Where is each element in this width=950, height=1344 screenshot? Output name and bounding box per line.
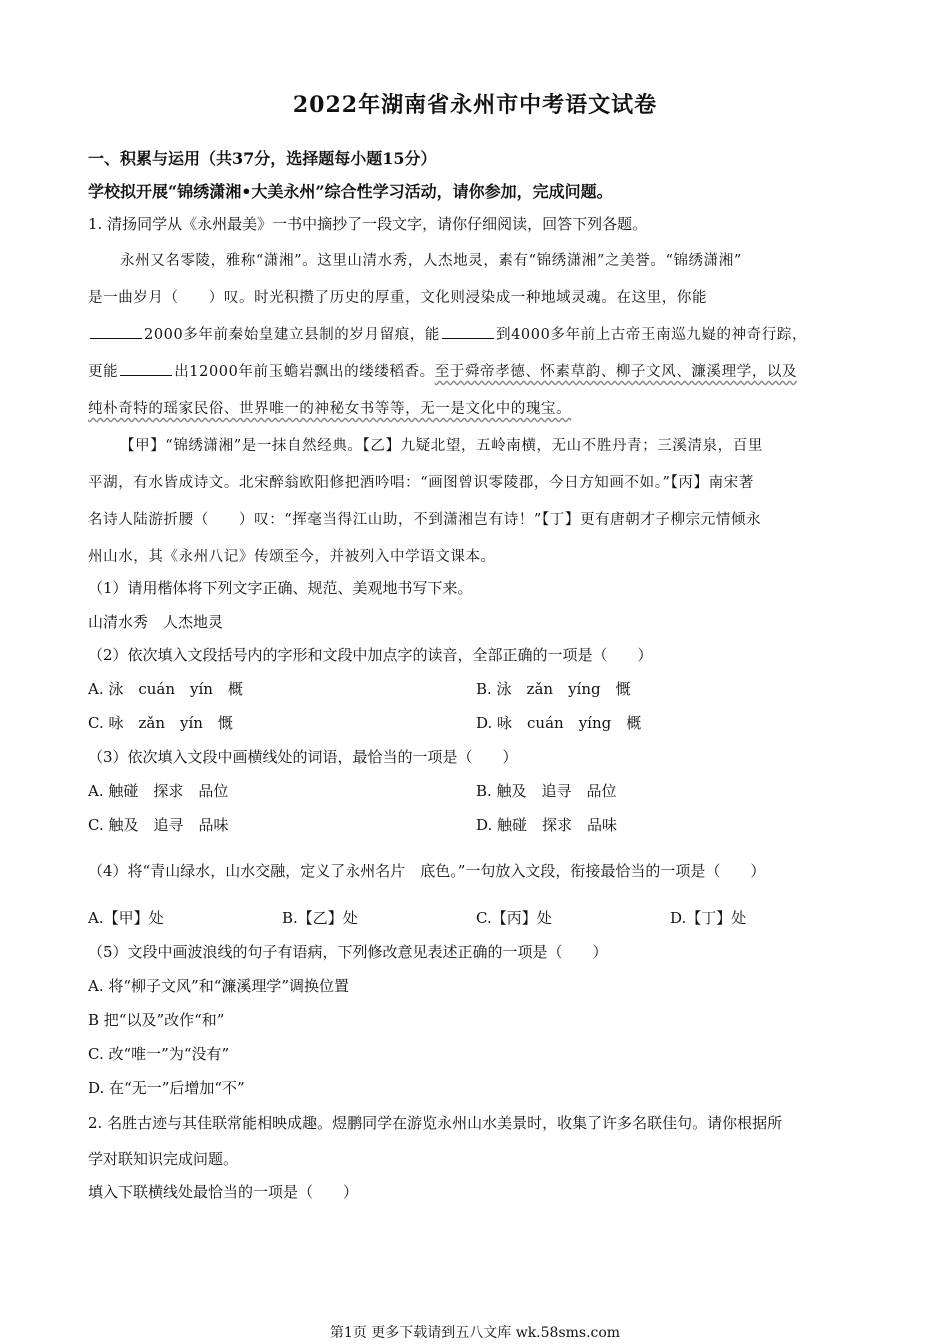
- option-c: C. 改“唯一”为“没有”: [88, 1045, 230, 1063]
- sub-question-2: （2）依次填入文段括号内的字形和文段中加点字的读音，全部正确的一项是（ ）: [88, 646, 653, 664]
- passage-line: 更能 出12000年前玉蟾岩飘出的缕缕稻香。至于舜帝孝德、怀素草韵、柳子文风、濂溪理学，以及: [88, 360, 797, 381]
- wavy-underlined-sentence: 至于舜帝孝德、怀素草韵、柳子文风、濂溪理学，以及: [434, 364, 798, 380]
- sub-question-3: （3）依次填入文段中画横线处的词语，最恰当的一项是（ ）: [88, 748, 518, 766]
- sub-question-5: （5）文段中画波浪线的句子有语病，下列修改意见表述正确的一项是（ ）: [88, 943, 608, 961]
- calligraphy-text: 山清水秀 人杰地灵: [88, 613, 224, 631]
- page-footer: 第1页 更多下载请到五八文库 wk.58sms.com: [329, 1325, 621, 1341]
- blank-line: [442, 324, 494, 339]
- passage-line: 是一曲岁月（ ）叹。时光积攒了历史的厚重，文化则浸染成一种地域灵魂。在这里，你能: [88, 290, 708, 306]
- question-2-intro: 2. 名胜古迹与其佳联常能相映成趣。煜鹏同学在游览永州山水美景时，收集了许多名联佳句。请你根据所: [88, 1114, 783, 1132]
- option-c: C. 触及 追寻 品味: [88, 816, 229, 834]
- blank-line: [90, 324, 142, 339]
- question-2-prompt: 填入下联横线处最恰当的一项是（ ）: [88, 1183, 359, 1201]
- option-a: A. 触碰 探求 品位: [88, 782, 229, 800]
- page-title: 2022年湖南省永州市中考语文试卷: [292, 92, 658, 118]
- passage-line: 永州又名零陵，雅称“潇湘”。这里山清水秀，人杰地灵，素有“锦绣潇湘”之美誉。“锦绣潇湘”: [120, 253, 742, 269]
- passage-line: 州山水，其《永州八记》传颂至今，并被列入中学语文课本。: [88, 549, 496, 565]
- passage-line: 名诗人陆游折腰（ ）叹：“挥毫当得江山助，不到潇湘岂有诗！”【丁】更有唐朝才子柳宗元情倾永: [88, 512, 762, 528]
- option-d: D. 触碰 探求 品味: [476, 816, 618, 834]
- section-heading: 一、积累与运用（共37分，选择题每小题15分）: [88, 149, 437, 168]
- option-d: D. 在“无一”后增加“不”: [88, 1079, 245, 1097]
- question-1-intro: 1. 清扬同学从《永州最美》一书中摘抄了一段文字，请你仔细阅读，回答下列各题。: [88, 215, 648, 233]
- option-c: C. 咏 zǎn yín 慨: [88, 714, 233, 732]
- question-2-intro-cont: 学对联知识完成问题。: [88, 1150, 239, 1168]
- option-b: B.【乙】处: [282, 909, 358, 927]
- passage-line: 【甲】“锦绣潇湘”是一抹自然经典。【乙】九疑北望，五岭南横，无山不胜丹青；三溪清泉，百里: [120, 438, 763, 454]
- blank-line: [120, 361, 172, 376]
- option-a: A. 泳 cuán yín 概: [88, 680, 243, 698]
- activity-intro: 学校拟开展“锦绣潇湘•大美永州”综合性学习活动，请你参加，完成问题。: [88, 182, 613, 201]
- sub-question-1: （1）请用楷体将下列文字正确、规范、美观地书写下来。: [88, 579, 473, 597]
- option-c: C.【丙】处: [476, 909, 552, 927]
- sub-question-4: （4）将“青山绿水，山水交融，定义了永州名片 底色。”一句放入文段，衔接最恰当的一项是（ ）: [88, 862, 766, 880]
- option-b: B. 泳 zǎn yíng 慨: [476, 680, 631, 698]
- wavy-underlined-sentence: 纯朴奇特的瑶家民俗、世界唯一的神秘女书等等，无一是文化中的瑰宝。: [88, 401, 572, 417]
- option-d: D.【丁】处: [670, 909, 747, 927]
- passage-line: 平湖，有水皆成诗文。北宋醉翁欧阳修把酒吟唱：“画图曾识零陵郡，今日方知画不如。”【丙】南宋著: [88, 475, 754, 491]
- option-a: A. 将“柳子文风”和“濂溪理学”调换位置: [88, 977, 350, 995]
- option-b: B 把“以及”改作“和”: [88, 1011, 225, 1029]
- option-b: B. 触及 追寻 品位: [476, 782, 617, 800]
- passage-line: [88, 397, 571, 418]
- option-a: A.【甲】处: [88, 909, 164, 927]
- option-d: D. 咏 cuán yíng 概: [476, 714, 642, 732]
- passage-line: 2000多年前秦始皇建立县制的岁月留痕，能 到4000多年前上古帝王南巡九嶷的神奇行踪，: [88, 323, 807, 344]
